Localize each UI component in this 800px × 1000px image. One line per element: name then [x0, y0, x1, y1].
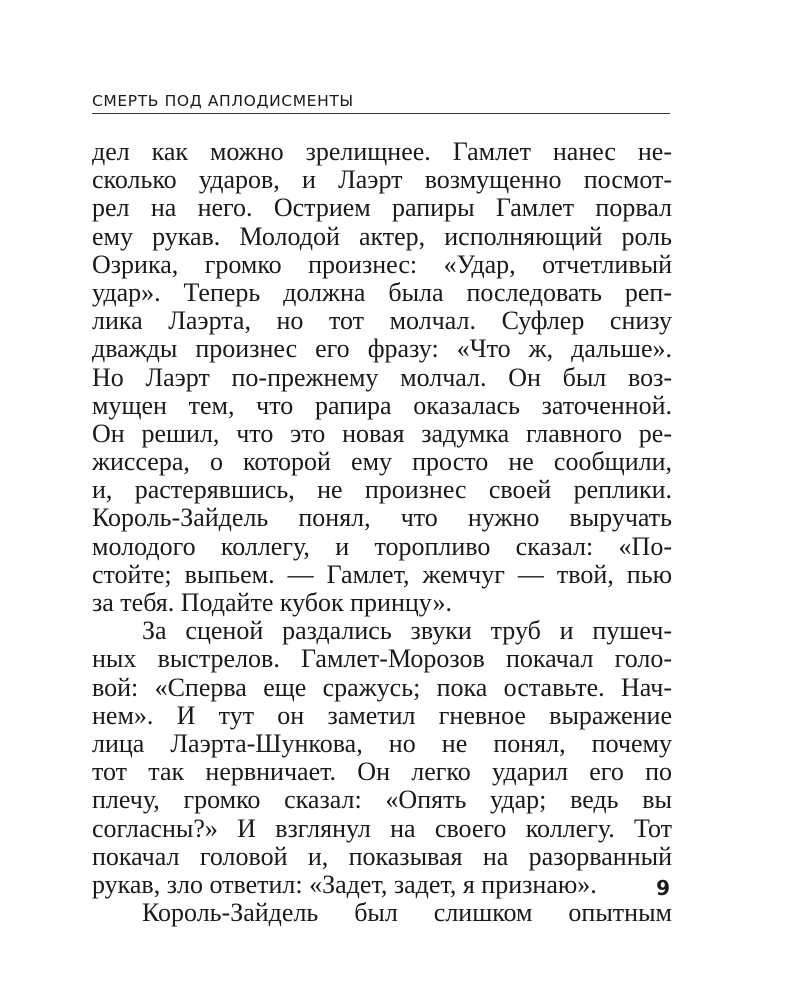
text-line: жиссера, о которой ему просто не сообщили,	[92, 448, 672, 477]
text-line: вой: «Сперва еще сражусь; пока оставьте. Нач-	[92, 673, 672, 702]
text-line: Король-Зайдель был слишком опытным	[142, 899, 672, 928]
text-line: удар». Теперь должна была последовать реп-	[92, 278, 672, 307]
text-line: рел на него. Острием рапиры Гамлет порвал	[92, 194, 672, 223]
header-rule	[92, 113, 670, 114]
text-line: рукав, зло ответил: «Задет, задет, я признаю».	[92, 870, 597, 899]
text-line: за тебя. Подайте кубок принцу».	[92, 589, 452, 617]
text-line: дважды произнес его фразу: «Что ж, дальше».	[92, 335, 672, 364]
text-line: ных выстрелов. Гамлет-Морозов покачал голо-	[92, 645, 672, 674]
running-title: СМЕРТЬ ПОД АПЛОДИСМЕНТЫ	[92, 92, 354, 110]
text-line: Озрика, громко произнес: «Удар, отчетливый	[92, 250, 672, 279]
text-line: стойте; выпьем. — Гамлет, жемчуг — твой, пью	[92, 560, 672, 589]
text-line: ему рукав. Молодой актер, исполняющий роль	[92, 222, 672, 251]
text-line: Король-Зайдель понял, что нужно выручать	[92, 504, 672, 533]
body-text	[92, 138, 672, 927]
text-line: Он решил, что это новая задумка главного ре-	[92, 419, 672, 448]
text-line: мущен тем, что рапира оказалась заточенной.	[92, 391, 672, 420]
text-line: нем». И тут он заметил гневное выражение	[92, 701, 672, 730]
text-line: лица Лаэрта-Шункова, но не понял, почему	[92, 729, 672, 758]
text-line: молодого коллегу, и торопливо сказал: «По-	[92, 532, 672, 561]
text-line: согласны?» И взглянул на своего коллегу. Тот	[92, 814, 672, 843]
text-line: плечу, громко сказал: «Опять удар; ведь вы	[92, 786, 672, 815]
text-line: лика Лаэрта, но тот молчал. Суфлер снизу	[92, 307, 672, 336]
text-line: покачал головой и, показывая на разорванный	[92, 842, 672, 871]
text-line: и, растерявшись, не произнес своей реплики.	[92, 476, 672, 505]
text-line: тот так нервничает. Он легко ударил его по	[92, 758, 672, 787]
text-line: дел как можно зрелищнее. Гамлет нанес не-	[92, 138, 672, 166]
page-number: 9	[656, 876, 670, 900]
text-line: сколько ударов, и Лаэрт возмущенно посмот-	[92, 166, 672, 195]
text-line: За сценой раздались звуки труб и пушеч-	[142, 617, 672, 646]
text-line: Но Лаэрт по-прежнему молчал. Он был воз-	[92, 363, 672, 392]
